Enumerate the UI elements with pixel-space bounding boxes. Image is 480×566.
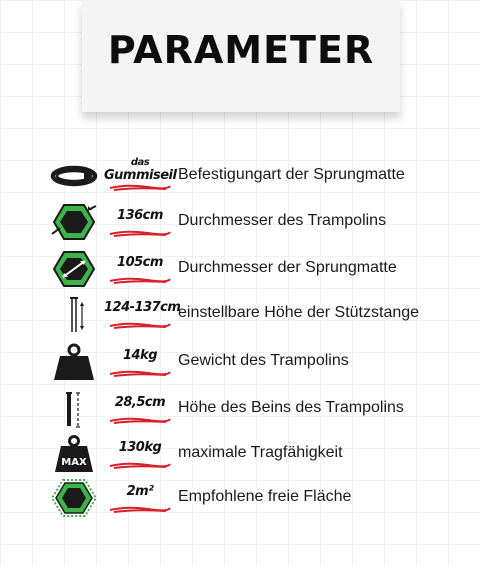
param-row-trampoline-diameter <box>0 202 480 242</box>
param-label: Empfohlene freie Fläche <box>178 488 352 505</box>
red-underline <box>108 182 172 192</box>
rubber-cord-icon <box>50 156 98 196</box>
param-row-leg-height <box>0 389 480 429</box>
param-label: einstellbare Höhe der Stützstange <box>178 304 420 321</box>
leg-height-icon <box>50 389 98 429</box>
param-value-main: Gummiseil <box>104 168 177 183</box>
max-load-icon <box>50 434 98 474</box>
param-value: 14kg <box>122 348 158 363</box>
param-label: Durchmesser der Sprungmatte <box>178 259 397 276</box>
param-row-weight <box>0 342 480 382</box>
param-label: Befestigungart der Sprungmatte <box>178 166 405 183</box>
weight-icon <box>50 342 98 382</box>
max-load-icon-text: MAX <box>61 457 87 468</box>
param-row-max-load <box>0 434 480 474</box>
param-label: Gewicht des Trampolins <box>178 352 349 369</box>
mat-diameter-icon <box>50 249 98 289</box>
red-underline <box>108 460 172 470</box>
red-underline <box>108 228 172 238</box>
title-card <box>82 0 400 112</box>
param-value: 2m² <box>126 484 154 499</box>
param-label: Höhe des Beins des Trampolins <box>178 399 404 416</box>
param-label: Durchmesser des Trampolins <box>178 212 387 229</box>
param-row-pole-height <box>0 294 480 334</box>
red-underline <box>108 415 172 425</box>
red-underline <box>108 504 172 514</box>
param-row-fixing <box>0 156 480 196</box>
red-underline <box>108 320 172 330</box>
red-underline <box>108 368 172 378</box>
param-row-mat-diameter <box>0 249 480 289</box>
param-value: 124-137cm <box>104 300 181 315</box>
page-title: PARAMETER <box>107 28 375 72</box>
pole-height-icon <box>50 294 98 334</box>
red-underline <box>108 275 172 285</box>
param-value: 136cm <box>117 208 163 223</box>
param-row-free-area <box>0 478 480 518</box>
trampoline-diameter-icon <box>50 202 98 242</box>
param-value: 105cm <box>117 255 163 270</box>
param-label: maximale Tragfähigkeit <box>178 444 343 461</box>
free-area-icon <box>50 478 98 518</box>
param-value <box>104 157 177 183</box>
param-value: 28,5cm <box>114 395 166 410</box>
param-value-prefix: das <box>130 157 150 168</box>
param-value: 130kg <box>118 440 162 455</box>
